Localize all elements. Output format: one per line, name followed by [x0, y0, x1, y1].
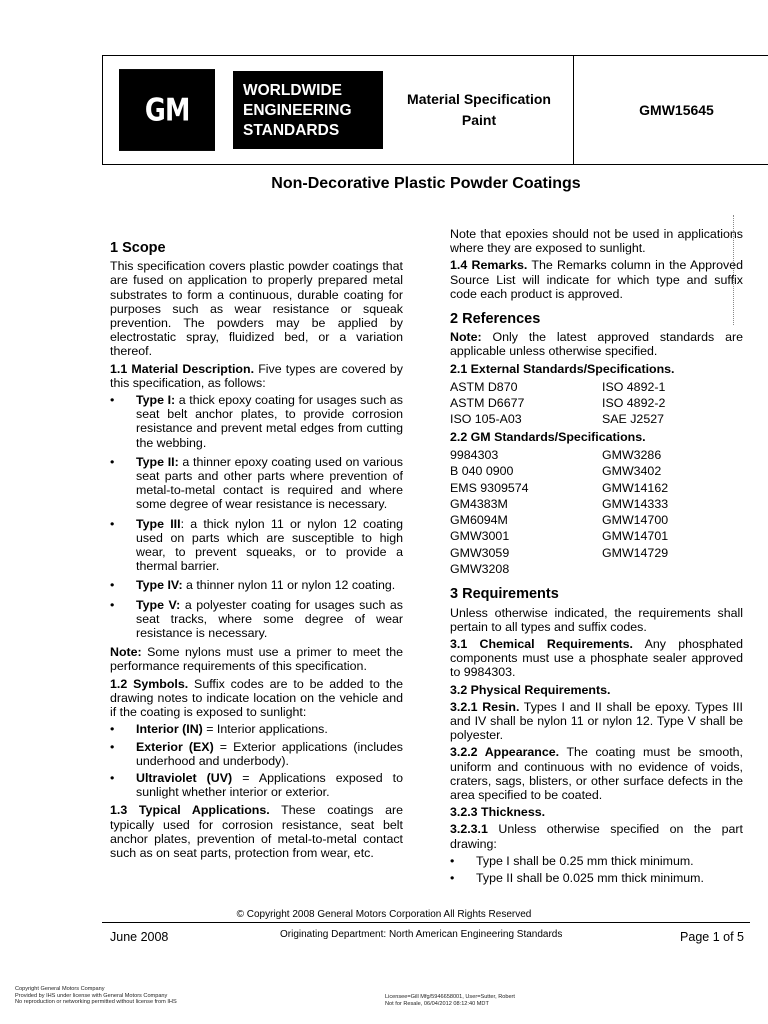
list-item: GMW14729	[602, 545, 669, 560]
section-1-4	[450, 258, 743, 301]
requirements-text: Unless otherwise indicated, the requirements shall pertain to all types and suffix codes.	[450, 605, 743, 634]
symbol-desc: = Interior applications.	[202, 722, 328, 737]
section-text: Any phosphated components must use a phosphate sealer approved to 9984303.	[450, 636, 743, 680]
list-item: EMS 9309574	[450, 480, 529, 495]
licensee-line: Not for Resale, 06/04/2012 08:12:40 MDT	[385, 1000, 489, 1007]
symbol-term: Ultraviolet (UV)	[136, 770, 233, 785]
list-item	[110, 722, 403, 736]
type-list	[110, 393, 403, 640]
symbol-term: Exterior (EX)	[136, 739, 214, 754]
list-item: GMW14333	[602, 496, 669, 511]
right-column	[450, 227, 743, 889]
type-term: Type II:	[136, 454, 179, 469]
footer-divider	[102, 922, 750, 923]
list-item	[110, 740, 403, 768]
section-title: 3.2.1 Resin.	[450, 699, 520, 714]
left-column	[110, 241, 403, 863]
type-desc: a thick epoxy coating for usages such as seat belt anchor plates, to provide corrosion resistance and prevent metal edges from cutting the webbing.	[136, 393, 403, 450]
section-2-2	[450, 430, 743, 444]
section-3-2	[450, 683, 743, 697]
section-title: 1.3 Typical Applications.	[110, 803, 270, 818]
references-heading: 2 References	[450, 311, 541, 328]
logo-text: GM	[144, 91, 190, 129]
section-title: 1.4 Remarks.	[450, 258, 528, 273]
document-header	[102, 55, 768, 165]
requirements-heading: 3 Requirements	[450, 586, 559, 603]
program-line: STANDARDS	[243, 122, 340, 139]
originating-department: Originating Department: North American Engineering Standards	[280, 929, 563, 940]
list-item: GMW14162	[602, 480, 669, 495]
external-standards-list	[450, 379, 743, 428]
list-item: ASTM D870	[450, 379, 518, 394]
section-title: 3.1 Chemical Requirements.	[450, 636, 633, 651]
license-line: Provided by IHS under license with General Motors Company	[15, 992, 168, 999]
epoxy-note: Note that epoxies should not be used in applications where they are exposed to sunlight.	[450, 227, 743, 256]
license-notice	[15, 986, 177, 1006]
section-text: Types I and II shall be epoxy. Types III and IV shall be nylon 11 or nylon 12. Type V shall be polyester.	[450, 699, 743, 743]
references-note	[450, 330, 743, 358]
section-text: Five types are covered by this specification, as follows:	[110, 361, 403, 390]
list-item: GMW3208	[450, 562, 510, 576]
list-item: • Type II shall be 0.025 mm thick minimum.	[450, 871, 743, 885]
section-3-2-3-1	[450, 822, 743, 850]
section-2-1	[450, 362, 743, 376]
program-badge	[233, 71, 383, 149]
section-text: These coatings are typically used for corrosion resistance, seat belt anchor plates, prevention of metal-to-metal contact such as on seat parts, protection from wear, etc.	[110, 803, 403, 860]
section-title: 3.2.3 Thickness.	[450, 805, 546, 820]
type-desc: : a thick nylon 11 or nylon 12 coating used on parts which are susceptible to high wear, to prevent squeaks, or to provide a thermal barrier.	[136, 516, 403, 574]
list-item: ASTM D6677	[450, 396, 525, 411]
list-item	[110, 598, 403, 641]
section-1-1	[110, 362, 403, 390]
section-text: Unless otherwise specified on the part drawing:	[450, 822, 743, 851]
list-item	[110, 578, 403, 592]
list-item: GMW3402	[602, 464, 662, 479]
list-item: GMW3286	[602, 447, 662, 462]
type-desc: a thinner epoxy coating used on various seat parts and other parts where prevention of metal-to-metal contact is required and where some degree of wear resistance is necessary.	[136, 454, 403, 512]
note-label: Note:	[450, 330, 482, 345]
list-item	[110, 455, 403, 512]
thickness-list	[450, 854, 743, 885]
list-item: GMW3059	[450, 545, 510, 560]
type-desc: a polyester coating for usages such as seat tracks, where some degree of wear resistance is necessary.	[136, 597, 403, 641]
type-term: Type V:	[136, 597, 181, 612]
symbol-list	[110, 722, 403, 799]
list-item: GM4383M	[450, 496, 508, 511]
program-line: ENGINEERING	[243, 102, 352, 119]
spec-type-line: Material Specification	[407, 91, 551, 107]
list-item: ISO 105-A03	[450, 412, 522, 427]
list-item: GMW14701	[602, 529, 669, 544]
section-3-2-3	[450, 805, 743, 819]
section-title: 2.1 External Standards/Specifications.	[450, 361, 675, 376]
note	[110, 645, 403, 673]
type-desc: a thinner nylon 11 or nylon 12 coating.	[182, 578, 396, 593]
list-item: GM6094M	[450, 513, 508, 528]
section-title: 1.1 Material Description.	[110, 361, 255, 376]
symbol-desc: = Applications exposed to sunlight whether interior or exterior.	[136, 770, 403, 800]
section-3-2-1	[450, 700, 743, 743]
section-3-1	[450, 637, 743, 680]
note-text: Some nylons must use a primer to meet the performance requirements of this specification.	[110, 645, 403, 674]
section-title: 2.2 GM Standards/Specifications.	[450, 429, 646, 444]
license-line: Copyright General Motors Company	[15, 986, 105, 992]
section-1-3	[110, 803, 403, 860]
type-term: Type III	[136, 516, 181, 531]
gm-standards-list	[450, 447, 743, 577]
list-item: SAE J2527	[602, 412, 664, 427]
type-term: Type I:	[136, 393, 176, 408]
program-line: WORLDWIDE	[243, 82, 343, 99]
gm-logo	[119, 69, 215, 151]
symbol-desc: = Exterior applications (includes underhood and underbody).	[136, 739, 403, 768]
list-item: 9984303	[450, 447, 499, 462]
section-text: The Remarks column in the Approved Source List will indicate for which type and suffix code each product is approved.	[450, 258, 743, 301]
doc-number: GMW15645	[573, 56, 768, 164]
section-title: 3.2.2 Appearance.	[450, 745, 560, 760]
note-text: Only the latest approved standards are applicable unless otherwise specified.	[450, 330, 743, 359]
licensee-notice	[385, 994, 515, 1007]
spec-type-line: Paint	[461, 112, 497, 128]
section-title: 3.2 Physical Requirements.	[450, 682, 611, 697]
section-3-2-2	[450, 745, 743, 802]
license-line: No reproduction or networking permitted without license from IHS	[15, 999, 177, 1006]
list-item: GMW3001	[450, 529, 510, 544]
copyright: © Copyright 2008 General Motors Corporation All Rights Reserved	[236, 909, 532, 920]
section-text: The coating must be smooth, uniform and continuous with no evidence of voids, craters, sags, blisters, or other surface defects in the area specified to be coated.	[450, 745, 743, 802]
type-term: Type IV:	[136, 578, 183, 593]
scope-text: This specification covers plastic powder coatings that are fused on application to properly prepared metal substrates to form a continuous, durable coating for purposes such as wear resistance or squeak prevention. The powders may be applied by electrostatic spray, fluidized bed, or a variation thereof.	[110, 259, 403, 359]
section-1-2	[110, 677, 403, 720]
scope-heading: 1 Scope	[110, 240, 166, 256]
page-number: Page 1 of 5	[680, 930, 744, 944]
section-title: 3.2.3.1	[450, 822, 488, 837]
section-title: 1.2 Symbols.	[110, 676, 189, 691]
list-item: ISO 4892-2	[602, 396, 666, 411]
list-item	[110, 771, 403, 799]
list-item	[110, 517, 403, 574]
list-item: B 040 0900	[450, 464, 514, 479]
list-item: GMW14700	[602, 513, 669, 528]
note-label: Note:	[110, 645, 142, 660]
licensee-line: Licensee=Gill Mfg/5946658001, User=Sutter, Robert	[385, 994, 515, 1000]
list-item	[110, 393, 403, 450]
issue-date: June 2008	[110, 930, 169, 944]
list-item: • Type I shall be 0.25 mm thick minimum.	[450, 854, 743, 868]
document-title: Non-Decorative Plastic Powder Coatings	[271, 175, 581, 192]
list-item: ISO 4892-1	[602, 379, 666, 394]
list-item	[602, 561, 743, 577]
section-text: Suffix codes are to be added to the drawing notes to indicate location on the vehicle and if the coating is exposed to sunlight:	[110, 676, 403, 720]
symbol-term: Interior (IN)	[136, 722, 203, 737]
spec-type	[385, 56, 573, 164]
